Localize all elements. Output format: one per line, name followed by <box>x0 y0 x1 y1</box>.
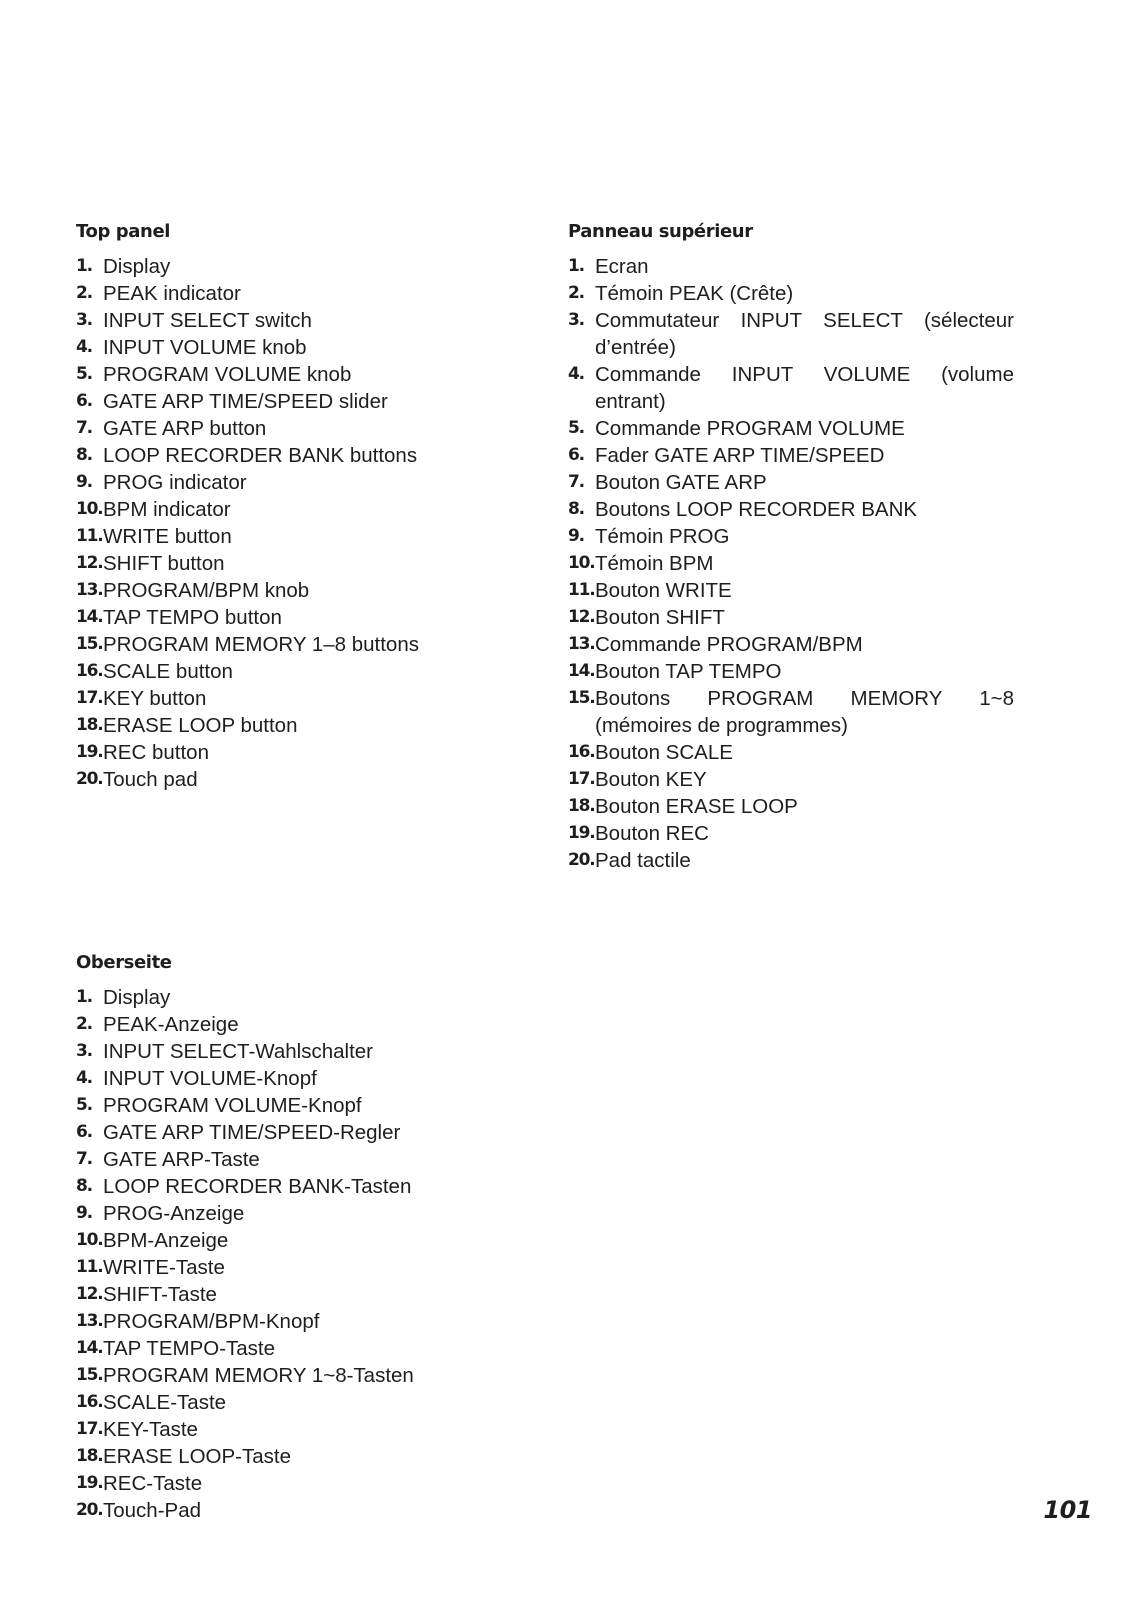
list-item <box>76 1011 516 1038</box>
list-item <box>76 1308 516 1335</box>
item-text: Bouton TAP TEMPO <box>595 660 782 683</box>
item-text: TAP TEMPO-Taste <box>103 1337 276 1360</box>
item-text: LOOP RECORDER BANK buttons <box>103 444 418 467</box>
item-text: REC button <box>103 741 209 764</box>
item-text: WRITE button <box>103 525 232 548</box>
item-text: INPUT SELECT-Wahlschalter <box>103 1040 373 1063</box>
item-number: 11. <box>76 526 103 546</box>
item-number: 7. <box>76 418 92 438</box>
item-number: 18. <box>568 796 595 816</box>
item-text: PROG-Anzeige <box>103 1202 245 1225</box>
list-item <box>76 1092 516 1119</box>
item-number: 19. <box>76 1473 103 1493</box>
item-text: GATE ARP-Taste <box>103 1148 260 1171</box>
item-number: 20. <box>76 1500 103 1520</box>
item-number: 4. <box>76 1068 92 1088</box>
item-number: 8. <box>76 445 92 465</box>
item-text: TAP TEMPO button <box>103 606 282 629</box>
item-text: Bouton WRITE <box>595 579 732 602</box>
list-item <box>76 388 516 415</box>
item-text: Boutons LOOP RECORDER BANK <box>595 498 918 521</box>
item-number: 6. <box>76 1122 92 1142</box>
item-text: Bouton GATE ARP <box>595 471 767 494</box>
list-item <box>568 766 1014 793</box>
item-number: 3. <box>76 310 92 330</box>
item-number: 13. <box>76 580 103 600</box>
list-item <box>76 1443 516 1470</box>
list-item <box>76 1065 516 1092</box>
list-item <box>568 739 1014 766</box>
list-item <box>568 253 1014 280</box>
item-number: 19. <box>568 823 595 843</box>
list-item <box>568 658 1014 685</box>
item-text: PEAK-Anzeige <box>103 1013 239 1036</box>
item-text: Témoin PEAK (Crête) <box>595 282 794 305</box>
item-number: 20. <box>568 850 595 870</box>
list-item <box>76 334 516 361</box>
list-item <box>568 604 1014 631</box>
item-text: Bouton REC <box>595 822 709 845</box>
section-title: Oberseite <box>76 952 172 973</box>
list-item <box>76 739 516 766</box>
item-text: Bouton SHIFT <box>595 606 725 629</box>
item-text: GATE ARP TIME/SPEED-Regler <box>103 1121 401 1144</box>
item-text: PROGRAM MEMORY 1–8 buttons <box>103 633 419 656</box>
list-item <box>76 442 516 469</box>
section-top-panel-german <box>76 950 516 1524</box>
item-text: ERASE LOOP button <box>103 714 298 737</box>
item-number: 19. <box>76 742 103 762</box>
item-number: 8. <box>568 499 584 519</box>
item-text: INPUT VOLUME-Knopf <box>103 1067 317 1090</box>
item-text: SHIFT button <box>103 552 225 575</box>
list-item <box>568 469 1014 496</box>
item-text: Commande INPUT VOLUME (volume entrant) <box>595 363 1014 413</box>
item-text: PEAK indicator <box>103 282 241 305</box>
item-text: KEY button <box>103 687 207 710</box>
list-item <box>568 496 1014 523</box>
list-item <box>76 415 516 442</box>
item-number: 15. <box>76 634 103 654</box>
item-text: BPM indicator <box>103 498 231 521</box>
list-item <box>76 1200 516 1227</box>
item-number: 9. <box>76 1203 92 1223</box>
item-number: 2. <box>76 1014 92 1034</box>
list-item <box>76 280 516 307</box>
item-text: SHIFT-Taste <box>103 1283 217 1306</box>
list-item <box>568 550 1014 577</box>
item-number: 15. <box>76 1365 103 1385</box>
item-text: Pad tactile <box>595 849 691 872</box>
list-item <box>76 1416 516 1443</box>
list-item <box>76 307 516 334</box>
item-number: 13. <box>568 634 595 654</box>
item-number: 6. <box>76 391 92 411</box>
item-list <box>76 984 516 1524</box>
list-item <box>76 984 516 1011</box>
item-text: BPM-Anzeige <box>103 1229 229 1252</box>
section-top-panel-english <box>76 219 516 793</box>
item-number: 17. <box>76 688 103 708</box>
list-item <box>76 1254 516 1281</box>
item-text: Touch-Pad <box>103 1499 202 1522</box>
item-number: 10. <box>76 1230 103 1250</box>
item-text: REC-Taste <box>103 1472 203 1495</box>
item-number: 7. <box>76 1149 92 1169</box>
item-number: 5. <box>76 1095 92 1115</box>
item-text: GATE ARP TIME/SPEED slider <box>103 390 388 413</box>
section-title: Top panel <box>76 221 171 242</box>
list-item <box>76 766 516 793</box>
item-list <box>76 253 516 793</box>
list-item <box>76 1497 516 1524</box>
item-number: 3. <box>568 310 584 330</box>
item-number: 9. <box>76 472 92 492</box>
item-list <box>568 253 1014 874</box>
item-number: 4. <box>568 364 584 384</box>
list-item <box>76 1470 516 1497</box>
list-item <box>568 307 1014 361</box>
list-item <box>568 442 1014 469</box>
list-item <box>568 631 1014 658</box>
item-number: 9. <box>568 526 584 546</box>
item-text: PROGRAM/BPM-Knopf <box>103 1310 320 1333</box>
item-number: 14. <box>76 607 103 627</box>
item-number: 16. <box>568 742 595 762</box>
item-text: GATE ARP button <box>103 417 267 440</box>
item-text: Commutateur INPUT SELECT (sélecteur d’entrée) <box>595 309 1014 359</box>
item-number: 7. <box>568 472 584 492</box>
item-text: Témoin BPM <box>595 552 714 575</box>
list-item <box>568 415 1014 442</box>
item-text: PROGRAM MEMORY 1~8-Tasten <box>103 1364 414 1387</box>
list-item <box>76 1146 516 1173</box>
item-number: 5. <box>568 418 584 438</box>
list-item <box>76 1362 516 1389</box>
list-item <box>76 1335 516 1362</box>
item-text: Display <box>103 255 171 278</box>
list-item <box>568 685 1014 739</box>
list-item <box>76 469 516 496</box>
item-text: Commande PROGRAM/BPM <box>595 633 863 656</box>
section-top-panel-french <box>568 219 1014 874</box>
list-item <box>76 604 516 631</box>
item-text: PROGRAM VOLUME knob <box>103 363 352 386</box>
item-number: 15. <box>568 688 595 708</box>
list-item <box>76 361 516 388</box>
item-text: ERASE LOOP-Taste <box>103 1445 291 1468</box>
list-item <box>76 712 516 739</box>
list-item <box>76 685 516 712</box>
list-item <box>76 658 516 685</box>
item-text: PROGRAM VOLUME-Knopf <box>103 1094 362 1117</box>
item-number: 14. <box>76 1338 103 1358</box>
item-number: 4. <box>76 337 92 357</box>
item-number: 6. <box>568 445 584 465</box>
item-number: 1. <box>76 987 92 1007</box>
list-item <box>76 1038 516 1065</box>
list-item <box>76 550 516 577</box>
item-text: Témoin PROG <box>595 525 730 548</box>
list-item <box>568 280 1014 307</box>
section-title: Panneau supérieur <box>568 221 753 242</box>
list-item <box>76 631 516 658</box>
item-text: LOOP RECORDER BANK-Tasten <box>103 1175 412 1198</box>
item-text: Boutons PROGRAM MEMORY 1~8 (mémoires de programmes) <box>595 687 1014 737</box>
list-item <box>568 847 1014 874</box>
item-text: Bouton ERASE LOOP <box>595 795 798 818</box>
item-number: 14. <box>568 661 595 681</box>
item-text: Bouton SCALE <box>595 741 733 764</box>
list-item <box>76 253 516 280</box>
item-number: 10. <box>568 553 595 573</box>
item-text: SCALE-Taste <box>103 1391 227 1414</box>
list-item <box>76 523 516 550</box>
item-number: 17. <box>568 769 595 789</box>
item-number: 11. <box>76 1257 103 1277</box>
list-item <box>76 1119 516 1146</box>
item-number: 12. <box>76 553 103 573</box>
list-item <box>76 1173 516 1200</box>
item-number: 16. <box>76 1392 103 1412</box>
item-number: 1. <box>76 256 92 276</box>
list-item <box>76 577 516 604</box>
list-item <box>76 1281 516 1308</box>
page-number: 101 <box>1043 1496 1092 1524</box>
item-text: Bouton KEY <box>595 768 707 791</box>
item-number: 11. <box>568 580 595 600</box>
list-item <box>76 1227 516 1254</box>
item-text: INPUT SELECT switch <box>103 309 312 332</box>
list-item <box>76 1389 516 1416</box>
item-text: PROGRAM/BPM knob <box>103 579 310 602</box>
item-number: 8. <box>76 1176 92 1196</box>
item-number: 17. <box>76 1419 103 1439</box>
item-number: 2. <box>568 283 584 303</box>
list-item <box>76 496 516 523</box>
item-text: INPUT VOLUME knob <box>103 336 307 359</box>
list-item <box>568 820 1014 847</box>
item-number: 12. <box>76 1284 103 1304</box>
item-text: Ecran <box>595 255 649 278</box>
item-number: 12. <box>568 607 595 627</box>
list-item <box>568 577 1014 604</box>
item-text: SCALE button <box>103 660 233 683</box>
item-number: 13. <box>76 1311 103 1331</box>
list-item <box>568 793 1014 820</box>
item-number: 16. <box>76 661 103 681</box>
item-number: 1. <box>568 256 584 276</box>
item-text: Display <box>103 986 171 1009</box>
item-number: 5. <box>76 364 92 384</box>
item-number: 18. <box>76 715 103 735</box>
item-number: 3. <box>76 1041 92 1061</box>
item-text: Commande PROGRAM VOLUME <box>595 417 905 440</box>
item-text: Fader GATE ARP TIME/SPEED <box>595 444 885 467</box>
item-text: WRITE-Taste <box>103 1256 225 1279</box>
item-text: PROG indicator <box>103 471 247 494</box>
list-item <box>568 361 1014 415</box>
list-item <box>568 523 1014 550</box>
item-number: 2. <box>76 283 92 303</box>
item-number: 18. <box>76 1446 103 1466</box>
item-text: Touch pad <box>103 768 198 791</box>
item-number: 20. <box>76 769 103 789</box>
item-number: 10. <box>76 499 103 519</box>
item-text: KEY-Taste <box>103 1418 198 1441</box>
